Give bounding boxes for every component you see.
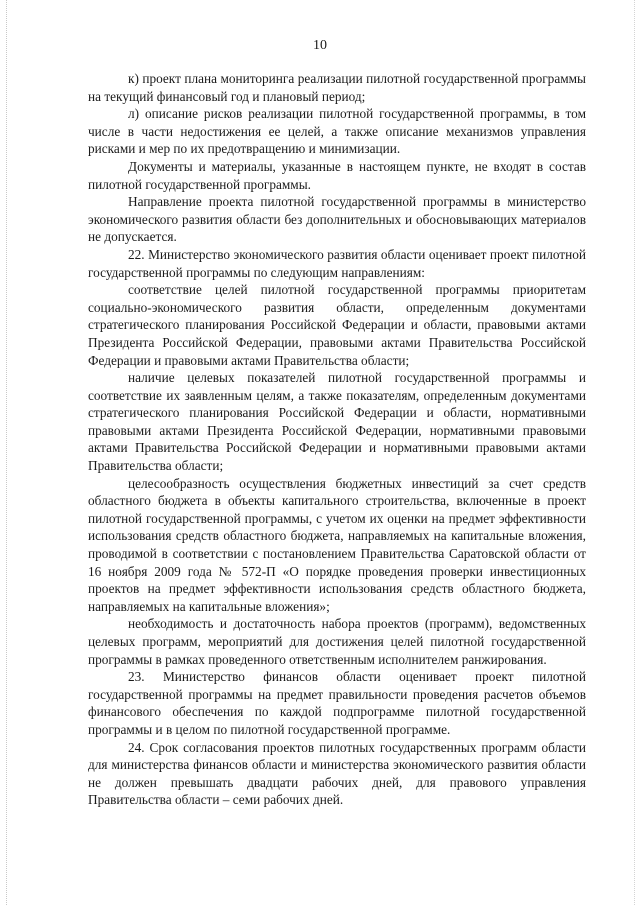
paragraph-criterion-investments: целесообразность осуществления бюджетных инвестиций за счет средств областного бюджета в объекты капитального строительства, включенные в проект пилотной государственной программы, с учетом их оценки на предмет эффективности использования средств областного бюджета, направляемых на капитальные вложения, проводимой в соответствии с постановлением Правительства Саратовской области от 16 ноября 2009 года № 572-П «О порядке проведения проверки инвестиционных проектов на предмет эффективности использования средств областного бюджета, направляемых на капитальные вложения»; [88,475,586,614]
paragraph-documents-note: Документы и материалы, указанные в настоящем пункте, не входят в состав пилотной государственной программы. [88,158,586,192]
paragraph-criterion-goals: соответствие целей пилотной государственной программы приоритетам социально-экономического развития области, определенным документами стратегического планирования Российской Федерации и области, правовыми актами Президента Российской Федерации, правовыми актами Правительства Российской Федерации и правовыми актами Правительства области; [88,282,586,368]
paragraph-item-l: л) описание рисков реализации пилотной государственной программы, в том числе в части недостижения ее целей, а также описание механизмов управления рисками и мер по их предотвращению и минимизации. [88,106,586,157]
paragraph-criterion-projects: необходимость и достаточность набора проектов (программ), ведомственных целевых программ, мероприятий для достижения целей пилотной государственной программы в рамках проведенного ответственным исполнителем ранжирования. [88,616,586,667]
paragraph-item-k: к) проект плана мониторинга реализации пилотной государственной программы на текущий финансовый год и плановый период; [88,71,586,104]
paragraph-clause-23: 23. Министерство финансов области оценивает проект пилотной государственной программы на предмет правильности проведения расчетов объемов финансового обеспечения по каждой подпрограмме пилотной государственной программы и в целом по пилотной государственной программе. [88,669,586,737]
page-number: 10 [313,38,327,53]
scan-edge-left [6,0,8,905]
scan-edge-right [634,0,636,905]
paragraph-submission-rule: Направление проекта пилотной государственной программы в министерство экономического развития области без дополнительных и обосновывающих материалов не допускается. [88,194,586,245]
paragraph-criterion-indicators: наличие целевых показателей пилотной государственной программы и соответствие их заявленным целям, а также показателям, определенным документами стратегического планирования Российской Федерации и области, нормативными правовыми актами Президента Российской Федерации, нормативными правовыми актами Правительства Российской Федерации и нормативными правовыми актами Правительства области; [88,370,586,474]
paragraph-clause-24: 24. Срок согласования проектов пилотных государственных программ области для министерства финансов области и министерства экономического развития области не должен превышать двадцати рабочих дней, для правового управления Правительства области – семи рабочих дней. [88,739,586,808]
paragraph-clause-22: 22. Министерство экономического развития области оценивает проект пилотной государственной программы по следующим направлениям: [88,246,586,280]
document-body [88,70,586,809]
